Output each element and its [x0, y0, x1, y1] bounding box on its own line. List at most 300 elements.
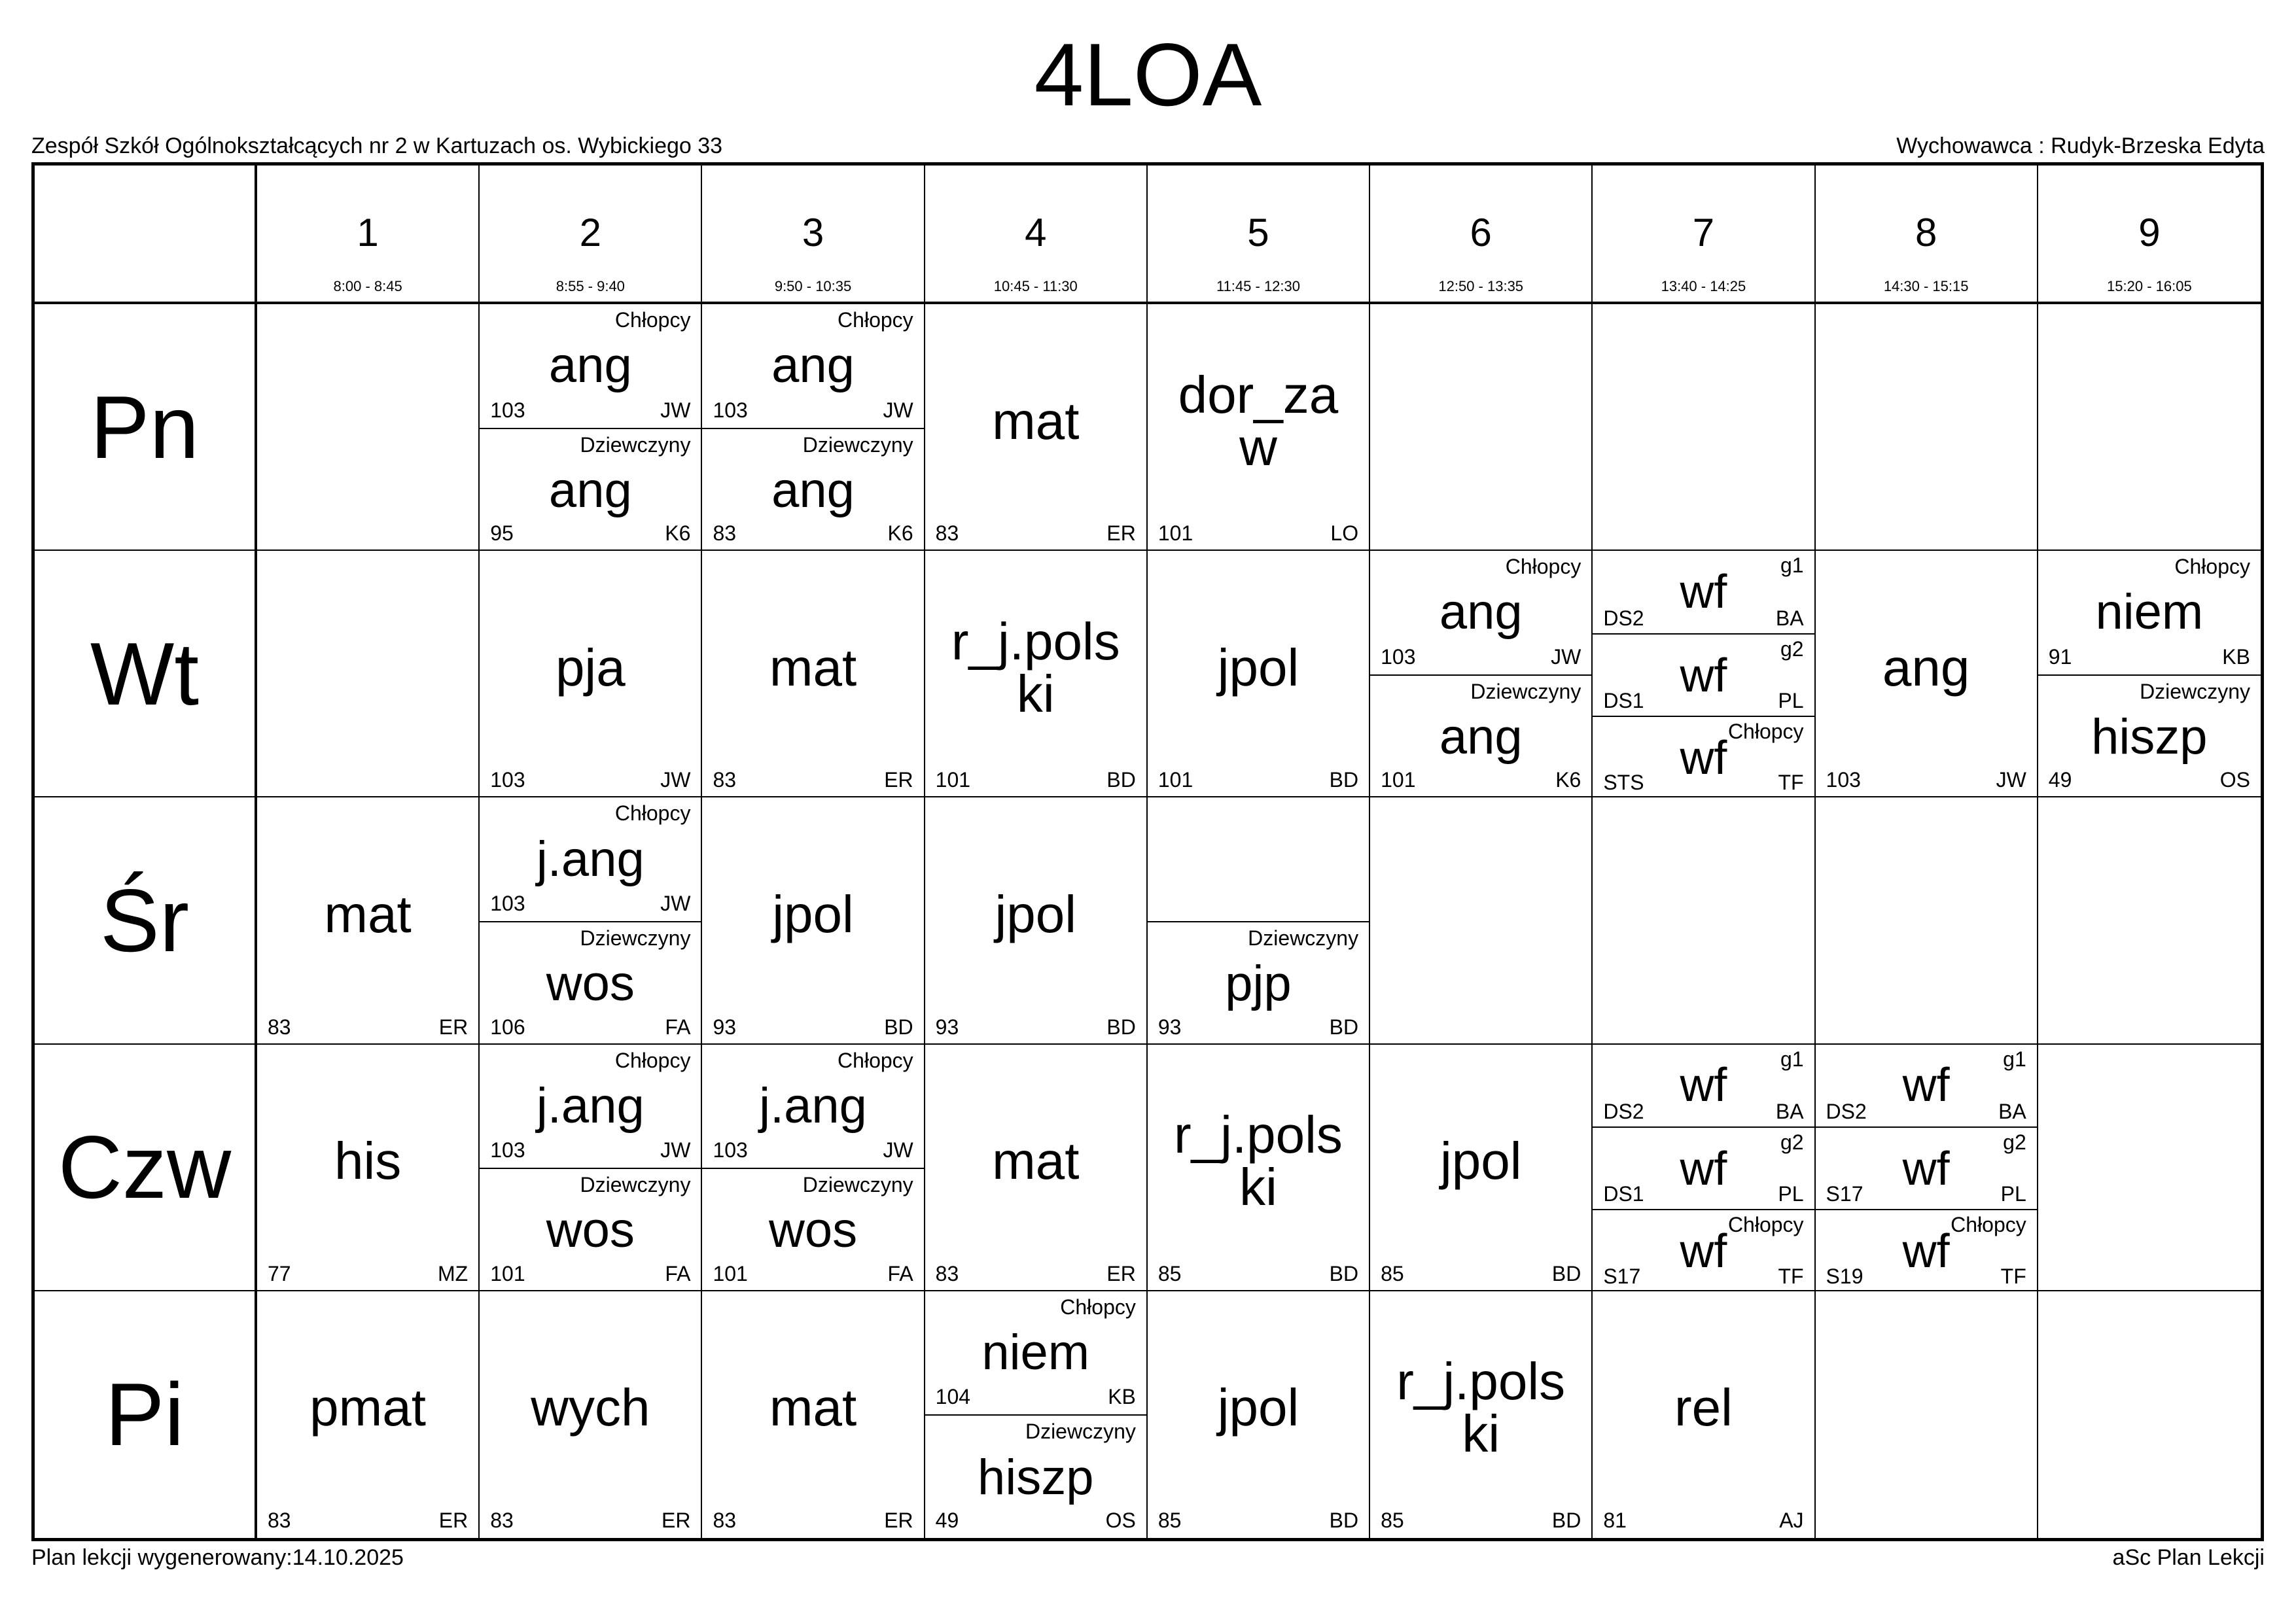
teacher-code: ER	[438, 1015, 468, 1039]
period-header	[1816, 166, 2038, 304]
room-number: 101	[1157, 521, 1193, 546]
subject-name: wf	[1680, 649, 1727, 702]
lesson-part	[257, 1291, 478, 1538]
subject-name: ang	[548, 338, 632, 394]
room-number: 103	[490, 1138, 525, 1162]
period-header	[702, 166, 925, 304]
lesson-cell	[480, 1045, 702, 1291]
lesson-cell	[1148, 797, 1370, 1044]
room-number: 77	[268, 1261, 291, 1285]
lesson-part	[2038, 551, 2261, 674]
period-time: 10:45 - 11:30	[993, 278, 1078, 294]
class-teacher: Wychowawca : Rudyk-Brzeska Edyta	[1896, 133, 2265, 158]
lesson-cell	[1593, 1045, 1815, 1291]
lesson-part	[1593, 1045, 1814, 1127]
room-number: 49	[935, 1508, 959, 1532]
room-number: 83	[713, 521, 737, 546]
teacher-code: TF	[1778, 1264, 1804, 1288]
room-number: 83	[268, 1508, 291, 1532]
subject-name: niem	[981, 1325, 1090, 1381]
lesson-part	[1593, 633, 1814, 716]
lesson-part	[1816, 551, 2037, 797]
lesson-part	[702, 1291, 923, 1538]
subject-name: ang	[771, 338, 855, 394]
lesson-cell	[1148, 304, 1370, 551]
teacher-code: BD	[1329, 1261, 1359, 1285]
subject-name: mat	[769, 1378, 857, 1437]
group-name: Chłopcy	[2174, 555, 2250, 579]
lesson-cell	[1816, 304, 2038, 551]
group-name: Chłopcy	[1060, 1295, 1136, 1319]
lesson-cell	[925, 304, 1148, 551]
teacher-code: KB	[1108, 1385, 1136, 1409]
period-number: 4	[1025, 211, 1047, 254]
teacher-code: PL	[2000, 1182, 2026, 1206]
subject-name: r_j.pols ki	[1174, 1106, 1343, 1217]
subject-name: hiszp	[978, 1449, 1094, 1505]
period-number: 3	[802, 211, 824, 254]
room-number: 83	[935, 521, 959, 546]
group-name: Chłopcy	[838, 1048, 913, 1072]
subject-name: mat	[769, 638, 857, 697]
teacher-code: JW	[660, 768, 691, 792]
lesson-part	[702, 428, 923, 551]
teacher-code: BD	[1551, 1508, 1581, 1532]
group-name: Dziewczyny	[1470, 679, 1581, 703]
teacher-code: ER	[661, 1508, 691, 1532]
room-number: 103	[713, 398, 748, 422]
generated-date: Plan lekcji wygenerowany:14.10.2025	[31, 1545, 404, 1570]
lesson-part	[1816, 1045, 2037, 1127]
lesson-part	[257, 1045, 478, 1291]
room-number: 103	[490, 891, 525, 915]
lesson-part	[480, 1291, 701, 1538]
lesson-part	[1370, 551, 1591, 674]
teacher-code: ER	[438, 1508, 468, 1532]
lesson-cell	[1816, 1291, 2038, 1538]
lesson-part	[925, 304, 1146, 551]
lesson-cell	[2038, 1045, 2261, 1291]
teacher-code: BD	[1106, 1015, 1136, 1039]
teacher-code: JW	[883, 398, 913, 422]
teacher-code: BA	[1775, 606, 1804, 630]
group-name: Dziewczyny	[802, 432, 913, 457]
group-name: Chłopcy	[614, 308, 691, 332]
room-number: 85	[1157, 1508, 1182, 1532]
room-number: 103	[490, 768, 525, 792]
lesson-cell	[2038, 304, 2261, 551]
teacher-code: OS	[1105, 1508, 1136, 1532]
lesson-cell	[1148, 551, 1370, 797]
lesson-part	[480, 551, 701, 797]
subject-name: mat	[992, 391, 1080, 450]
lesson-cell	[2038, 1291, 2261, 1538]
subject-name: wf	[1680, 1225, 1727, 1278]
subject-name: wf	[1902, 1225, 1950, 1278]
room-number: DS1	[1603, 688, 1644, 712]
group-name: Chłopcy	[1951, 1213, 2026, 1237]
lesson-cell	[925, 1045, 1148, 1291]
day-label-cell	[35, 1045, 257, 1291]
lesson-part	[1148, 1291, 1369, 1538]
room-number: S17	[1826, 1182, 1863, 1206]
subject-name: dor_za w	[1178, 365, 1339, 476]
subject-name: wf	[1902, 1059, 1950, 1112]
room-number: 83	[268, 1015, 291, 1039]
teacher-code: JW	[1551, 644, 1581, 669]
subject-name: wf	[1680, 731, 1727, 784]
day-label-cell	[35, 551, 257, 797]
room-number: 106	[490, 1015, 525, 1039]
lesson-part	[1593, 1209, 1814, 1291]
timetable-title: 4LOA	[1034, 25, 1262, 124]
room-number: 83	[713, 1508, 737, 1532]
period-number: 2	[579, 211, 602, 254]
room-number: S19	[1826, 1264, 1863, 1288]
period-number: 5	[1247, 211, 1269, 254]
teacher-code: ER	[884, 1508, 913, 1532]
lesson-cell	[925, 551, 1148, 797]
teacher-code: JW	[883, 1138, 913, 1162]
period-time: 8:55 - 9:40	[556, 278, 625, 294]
teacher-code: TF	[2000, 1264, 2026, 1288]
group-name: Dziewczyny	[580, 926, 691, 950]
subject-name: j.ang	[759, 1077, 867, 1134]
lesson-cell	[1816, 797, 2038, 1044]
room-number: 101	[713, 1261, 748, 1285]
subject-name: j.ang	[536, 831, 645, 887]
lesson-cell	[925, 797, 1148, 1044]
teacher-code: PL	[1778, 1182, 1804, 1206]
teacher-code: BD	[1106, 768, 1136, 792]
day-label-cell	[35, 304, 257, 551]
lesson-part	[1816, 1126, 2037, 1209]
teacher-code: JW	[660, 891, 691, 915]
group-name: Dziewczyny	[1025, 1420, 1136, 1444]
lesson-cell	[257, 304, 480, 551]
corner-cell	[35, 166, 257, 304]
subject-name: ang	[1439, 709, 1523, 765]
lesson-cell	[1370, 797, 1593, 1044]
teacher-code: FA	[887, 1261, 913, 1285]
lesson-cell	[702, 1045, 925, 1291]
room-number: 103	[490, 398, 525, 422]
room-number: 85	[1381, 1508, 1404, 1532]
room-number: 101	[1381, 768, 1416, 792]
lesson-part	[1148, 1045, 1369, 1291]
room-number: 91	[2048, 644, 2072, 669]
room-number: 83	[490, 1508, 514, 1532]
lesson-part	[702, 797, 923, 1044]
teacher-code: FA	[665, 1261, 691, 1285]
group-name: g2	[1780, 637, 1804, 661]
subject-name: ang	[771, 462, 855, 518]
subject-name: hiszp	[2091, 709, 2208, 765]
lesson-part	[1593, 551, 1814, 633]
period-time: 12:50 - 13:35	[1438, 278, 1524, 294]
subject-name: niem	[2095, 584, 2204, 640]
subject-name: mat	[992, 1132, 1080, 1191]
lesson-part	[480, 797, 701, 921]
subject-name: his	[334, 1132, 402, 1191]
teacher-code: BA	[1775, 1100, 1804, 1124]
lesson-cell	[702, 797, 925, 1044]
lesson-cell	[1593, 551, 1815, 797]
group-name: g1	[2003, 1047, 2026, 1071]
period-header	[2038, 166, 2261, 304]
period-header	[480, 166, 702, 304]
room-number: DS2	[1603, 606, 1644, 630]
lesson-part	[1148, 797, 1369, 921]
lesson-cell	[257, 797, 480, 1044]
school-name: Zespół Szkół Ogólnokształcących nr 2 w Kartuzach os. Wybickiego 33	[31, 133, 723, 158]
teacher-code: JW	[660, 1138, 691, 1162]
period-time: 15:20 - 16:05	[2107, 278, 2192, 294]
day-name: Czw	[58, 1117, 232, 1217]
period-header	[1593, 166, 1815, 304]
room-number: 103	[1381, 644, 1416, 669]
subject-name: wf	[1680, 1059, 1727, 1112]
period-number: 1	[357, 211, 379, 254]
room-number: 101	[1157, 768, 1193, 792]
lesson-part	[925, 1414, 1146, 1538]
room-number: STS	[1603, 771, 1644, 795]
lesson-part	[1148, 921, 1369, 1045]
teacher-code: MZ	[438, 1261, 468, 1285]
lesson-part	[1593, 1126, 1814, 1209]
day-name: Wt	[90, 623, 200, 724]
room-number: DS2	[1826, 1100, 1867, 1124]
teacher-code: JW	[1996, 768, 2026, 792]
lesson-part	[702, 551, 923, 797]
group-name: Dziewczyny	[2140, 679, 2250, 703]
subject-name: ang	[1882, 638, 1970, 697]
teacher-code: BD	[1329, 768, 1359, 792]
subject-name: wf	[1680, 566, 1727, 619]
teacher-code: PL	[1778, 688, 1804, 712]
period-header	[1148, 166, 1370, 304]
room-number: 93	[1157, 1015, 1182, 1039]
room-number: 103	[1826, 768, 1861, 792]
period-time: 11:45 - 12:30	[1216, 278, 1300, 294]
lesson-part	[702, 1045, 923, 1168]
teacher-code: JW	[660, 398, 691, 422]
lesson-cell	[1593, 797, 1815, 1044]
lesson-part	[1593, 1291, 1814, 1538]
teacher-code: ER	[1106, 1261, 1136, 1285]
room-number: DS1	[1603, 1182, 1644, 1206]
room-number: 103	[713, 1138, 748, 1162]
subject-name: jpol	[772, 884, 854, 943]
lesson-cell	[257, 1045, 480, 1291]
period-header	[925, 166, 1148, 304]
lesson-cell	[480, 304, 702, 551]
group-name: Chłopcy	[1727, 1213, 1804, 1237]
lesson-part	[1593, 716, 1814, 798]
period-header	[1370, 166, 1593, 304]
subject-name: wych	[531, 1378, 650, 1437]
group-name: Dziewczyny	[580, 432, 691, 457]
lesson-part	[480, 304, 701, 428]
day-name: Pn	[90, 377, 200, 477]
lesson-cell	[2038, 551, 2261, 797]
lesson-part	[925, 1291, 1146, 1415]
subject-name: jpol	[1217, 1378, 1299, 1437]
subject-name: ang	[548, 462, 632, 518]
subject-name: jpol	[1217, 638, 1299, 697]
subject-name: ang	[1439, 584, 1523, 640]
group-name: g1	[1780, 1047, 1804, 1071]
room-number: 104	[935, 1385, 971, 1409]
teacher-code: ER	[1106, 521, 1136, 546]
lesson-part	[1148, 304, 1369, 551]
lesson-cell	[2038, 797, 2261, 1044]
lesson-part	[702, 1168, 923, 1291]
teacher-code: ER	[884, 768, 913, 792]
lesson-cell	[1370, 1291, 1593, 1538]
group-name: Chłopcy	[614, 1048, 691, 1072]
room-number: 85	[1157, 1261, 1182, 1285]
room-number: 81	[1603, 1508, 1627, 1532]
lesson-part	[480, 1168, 701, 1291]
lesson-part	[925, 797, 1146, 1044]
lesson-part	[1370, 674, 1591, 798]
lesson-cell	[702, 1291, 925, 1538]
lesson-cell	[480, 551, 702, 797]
period-time: 8:00 - 8:45	[333, 278, 402, 294]
lesson-cell	[1370, 1045, 1593, 1291]
teacher-code: BD	[1329, 1015, 1359, 1039]
subject-name: wf	[1680, 1143, 1727, 1196]
room-number: DS2	[1603, 1100, 1644, 1124]
subject-name: pmat	[309, 1378, 427, 1437]
teacher-code: K6	[1555, 768, 1581, 792]
period-number: 9	[2138, 211, 2161, 254]
period-time: 14:30 - 15:15	[1883, 278, 1969, 294]
subject-name: pja	[555, 638, 626, 697]
lesson-cell	[1816, 551, 2038, 797]
period-header	[257, 166, 480, 304]
subject-name: wos	[546, 956, 635, 1012]
lesson-cell	[1148, 1045, 1370, 1291]
lesson-part	[1148, 551, 1369, 797]
lesson-part	[480, 428, 701, 551]
period-number: 8	[1915, 211, 1937, 254]
teacher-code: LO	[1330, 521, 1359, 546]
period-time: 9:50 - 10:35	[774, 278, 852, 294]
group-name: g2	[1780, 1130, 1804, 1155]
room-number: 101	[935, 768, 971, 792]
room-number: S17	[1603, 1264, 1641, 1288]
room-number: 49	[2048, 768, 2072, 792]
group-name: Dziewczyny	[580, 1173, 691, 1197]
day-label-cell	[35, 797, 257, 1044]
lesson-cell	[1148, 1291, 1370, 1538]
lesson-cell	[1593, 304, 1815, 551]
lesson-part	[1816, 1209, 2037, 1291]
lesson-part	[925, 551, 1146, 797]
lesson-cell	[1816, 1045, 2038, 1291]
timetable-grid	[31, 162, 2264, 1541]
teacher-code: BD	[1551, 1261, 1581, 1285]
lesson-part	[702, 304, 923, 428]
group-name: g1	[1780, 553, 1804, 578]
lesson-part	[2038, 674, 2261, 798]
day-name: Śr	[100, 870, 189, 970]
lesson-cell	[702, 304, 925, 551]
group-name: Dziewczyny	[802, 1173, 913, 1197]
lesson-part	[480, 921, 701, 1045]
subject-name: rel	[1674, 1378, 1733, 1437]
subject-name: wos	[768, 1202, 858, 1259]
room-number: 85	[1381, 1261, 1404, 1285]
lesson-part	[257, 797, 478, 1044]
subject-name: jpol	[995, 884, 1077, 943]
lesson-cell	[480, 797, 702, 1044]
subject-name: j.ang	[536, 1077, 645, 1134]
subject-name: mat	[324, 884, 412, 943]
app-credit: aSc Plan Lekcji	[2112, 1545, 2265, 1570]
group-name: Chłopcy	[1727, 719, 1804, 743]
teacher-code: K6	[665, 521, 691, 546]
room-number: 101	[490, 1261, 525, 1285]
period-time: 13:40 - 14:25	[1661, 278, 1746, 294]
lesson-part	[480, 1045, 701, 1168]
lesson-cell	[702, 551, 925, 797]
room-number: 93	[935, 1015, 959, 1039]
lesson-cell	[925, 1291, 1148, 1538]
period-number: 7	[1692, 211, 1715, 254]
group-name: Chłopcy	[838, 308, 913, 332]
period-number: 6	[1470, 211, 1492, 254]
lesson-cell	[257, 551, 480, 797]
group-name: Chłopcy	[614, 801, 691, 826]
room-number: 93	[713, 1015, 737, 1039]
teacher-code: KB	[2222, 644, 2250, 669]
teacher-code: BD	[884, 1015, 913, 1039]
lesson-cell	[1370, 304, 1593, 551]
room-number: 83	[713, 768, 737, 792]
lesson-part	[1370, 1291, 1591, 1538]
lesson-cell	[1370, 551, 1593, 797]
group-name: g2	[2003, 1130, 2026, 1155]
lesson-part	[925, 1045, 1146, 1291]
teacher-code: BA	[1998, 1100, 2026, 1124]
room-number: 95	[490, 521, 514, 546]
teacher-code: K6	[887, 521, 913, 546]
subject-name: r_j.pols ki	[1396, 1352, 1566, 1463]
lesson-cell	[257, 1291, 480, 1538]
room-number: 83	[935, 1261, 959, 1285]
teacher-code: OS	[2219, 768, 2250, 792]
group-name: Chłopcy	[1505, 555, 1581, 579]
subject-name: wf	[1902, 1143, 1950, 1196]
lesson-part	[1370, 1045, 1591, 1291]
teacher-code: FA	[665, 1015, 691, 1039]
subject-name: r_j.pols ki	[951, 612, 1120, 723]
group-name: Dziewczyny	[1248, 926, 1359, 950]
day-label-cell	[35, 1291, 257, 1538]
lesson-cell	[480, 1291, 702, 1538]
subject-name: wos	[546, 1202, 635, 1259]
subject-name: jpol	[1439, 1132, 1522, 1191]
day-name: Pi	[105, 1365, 185, 1465]
teacher-code: TF	[1778, 771, 1804, 795]
lesson-cell	[1593, 1291, 1815, 1538]
teacher-code: AJ	[1779, 1508, 1804, 1532]
subject-name: pjp	[1225, 956, 1292, 1012]
teacher-code: BD	[1329, 1508, 1359, 1532]
